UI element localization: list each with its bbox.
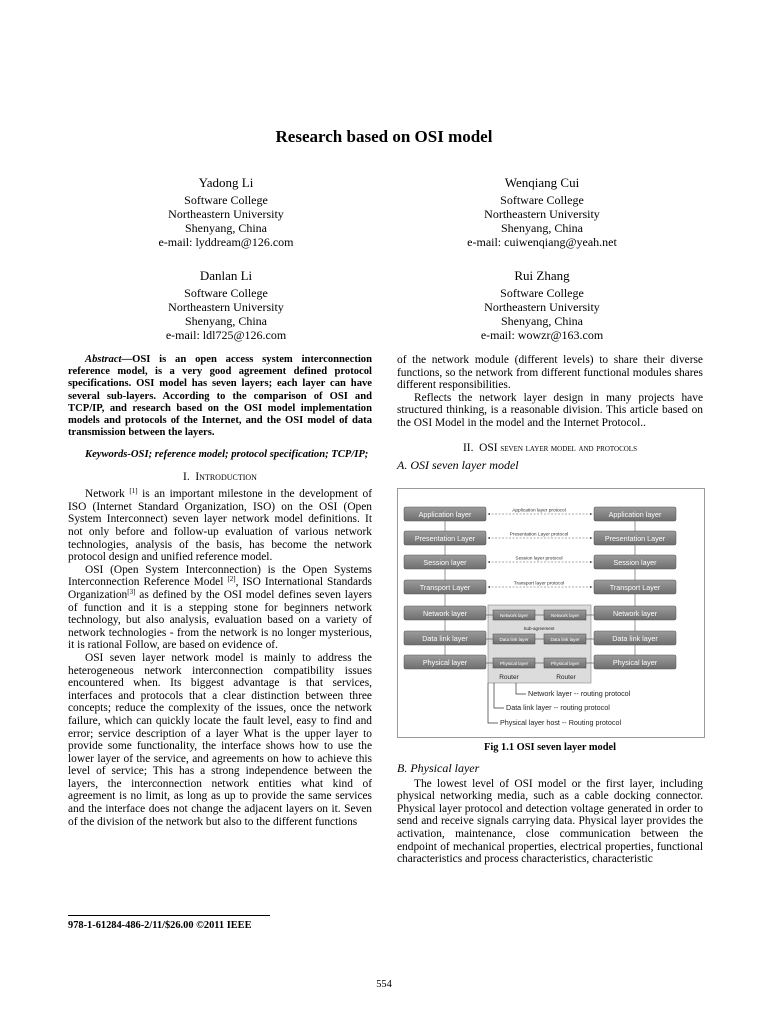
author-city: Shenyang, China xyxy=(185,221,267,235)
left-layer-label-4: Network layer xyxy=(423,608,467,618)
router-b-label-0: Network layer xyxy=(550,612,580,618)
text-run: as defined by the OSI model defines seven layers of function and it is a stepping stone for beginners network technology, but also analysis, evaluation based on a variety of network technologies - from the network is no longer mysterious, it is rational Follow, are based on evidence of. xyxy=(68,588,372,652)
author-name: Rui Zhang xyxy=(514,268,570,283)
legend-connector-3 xyxy=(488,683,498,723)
section-title: OSI xyxy=(479,441,498,454)
author-email: e-mail: wowzr@163.com xyxy=(480,328,604,342)
left-layer-label-3: Transport Layer xyxy=(419,582,471,592)
author-univ: Northeastern University xyxy=(168,207,284,221)
subsection-b-heading: B. Physical layer xyxy=(397,761,480,775)
legend-datalink: Data link layer -- routing protocol xyxy=(506,703,610,712)
legend-connector-1 xyxy=(516,683,526,694)
sub-agreement-label: Sub-agreement xyxy=(523,626,555,631)
physical-layer-paragraph: The lowest level of OSI model or the first layer, including physical networking media, such as a cable docking connector. Physical layer protocol and detection voltage generated in order to send and receive signals carrying data. Physical layer provides the activation, maintenance, close communication between the endpoint of mechanical properties, electrical properties, functional characteristics and process characteristics, characteristic xyxy=(397,777,703,866)
intro-paragraph-3: OSI seven layer network model is mainly to address the heterogeneous network interconnection compatibility issues encountered when. Its biggest advantage is that services, interfaces and protocols that a clear distinction between three concepts; reduce the complexity of the issues, once the network failure, which can quickly locate the fault level, easy to find and error; service description of a layer What is the upper layer to provide some functionality, the interface shows how to use the lower layer of the service, and agreements on how to achieve this level of service; This has a strong independence between the layers, the interconnection network entities what kind of agreement is no limit, as long as up to provide the same services and the interface does not change the adjacent layers on it. Seven of the division of the network but also to the different functions xyxy=(68,651,372,828)
author-city: Shenyang, China xyxy=(501,221,583,235)
author-block-3 xyxy=(106,269,346,342)
footer-rule xyxy=(68,915,270,916)
right-layer-label-0: Application layer xyxy=(608,509,662,519)
author-dept: Software College xyxy=(184,286,268,300)
right-paragraph-1: of the network module (different levels) to share their diverse functions, so the network from different functional modules shares different responsibilities. xyxy=(397,354,703,392)
legend-connector-2 xyxy=(494,683,504,708)
figure-caption: Fig 1.1 OSI seven layer model xyxy=(484,742,616,753)
citation-ref: [3] xyxy=(127,587,136,596)
right-layer-label-4: Network layer xyxy=(613,608,657,618)
author-block-1 xyxy=(106,176,346,249)
left-layer-label-1: Presentation Layer xyxy=(414,533,476,543)
router-label-1: Router xyxy=(499,674,519,681)
section-title: Introduction xyxy=(195,470,257,483)
author-dept: Software College xyxy=(500,193,584,207)
author-email: e-mail: cuiwenqiang@yeah.net xyxy=(467,235,617,249)
osi-figure xyxy=(397,488,705,738)
section-heading-osi xyxy=(397,442,703,456)
author-univ: Northeastern University xyxy=(484,207,600,221)
right-column-top xyxy=(397,354,703,472)
router-label-2: Router xyxy=(556,674,576,681)
author-city: Shenyang, China xyxy=(501,314,583,328)
author-dept: Software College xyxy=(500,286,584,300)
text-run: OSI (Open System Interconnection) is the Open Systems Interconnection Reference Model xyxy=(68,563,372,589)
author-city: Shenyang, China xyxy=(185,314,267,328)
intro-paragraph-1 xyxy=(68,488,372,564)
router-a-label-0: Network layer xyxy=(499,612,529,618)
author-univ: Northeastern University xyxy=(168,300,284,314)
osi-diagram xyxy=(398,489,704,737)
legend-network: Network layer -- routing protocol xyxy=(528,689,631,698)
protocol-label-3: Transport layer protocol xyxy=(513,581,565,587)
author-name: Wenqiang Cui xyxy=(504,175,580,190)
text-run: Network xyxy=(85,488,125,501)
router-b-label-1: Data link layer xyxy=(550,636,580,642)
right-layer-label-6: Physical layer xyxy=(612,657,658,667)
legend-physical: Physical layer host -- Routing protocol xyxy=(500,718,622,727)
section-number: I. xyxy=(183,470,190,483)
author-email: e-mail: lyddream@126.com xyxy=(158,235,294,249)
left-layer-label-5: Data link layer xyxy=(422,633,468,643)
text-run: , ISO International Standards Organization xyxy=(68,576,372,601)
left-column xyxy=(68,354,372,828)
intro-paragraph-2 xyxy=(68,564,372,652)
protocol-label-0: Application layer protocol xyxy=(512,508,566,514)
right-layer-label-2: Session layer xyxy=(613,557,657,567)
author-name: Yadong Li xyxy=(198,175,254,190)
section-number: II. xyxy=(463,441,474,454)
section-heading-introduction xyxy=(68,471,372,484)
left-layer-label-2: Session layer xyxy=(423,557,467,567)
author-name: Danlan Li xyxy=(199,268,253,283)
right-layer-label-1: Presentation Layer xyxy=(604,533,666,543)
abstract-text: —OSI is an open access system interconnection reference model, is a very good agreement defined protocol specifications. OSI model has seven layers; each layer can have several sub-layers. According to the comparison of OSI and TCP/IP, and research based on the OSI model implementation models and protocols of the Internet, and the OSI model of data transmission between the layers. xyxy=(68,354,372,439)
copyright-footer: 978-1-61284-486-2/11/$26.00 ©2011 IEEE xyxy=(68,920,252,931)
author-univ: Northeastern University xyxy=(484,300,600,314)
protocol-label-2: Session layer protocol xyxy=(515,556,563,562)
author-block-2 xyxy=(422,176,662,249)
abstract xyxy=(68,354,372,439)
text-run: is an important milestone in the development of ISO (Internet Standard Organization, ISO) on the OSI (Open System Interconnect) seven layer network model definitions. It not only before and follow-up evaluation of various network technologies, analysis of the basis, has become the network protocol design and unified reference model. xyxy=(68,488,372,564)
page-number: 554 xyxy=(376,979,392,990)
abstract-label: Abstract xyxy=(85,354,122,365)
router-a-label-1: Data link layer xyxy=(499,636,529,642)
keywords: Keywords-OSI; reference model; protocol specification; TCP/IP; xyxy=(85,449,369,461)
left-layer-label-0: Application layer xyxy=(418,509,472,519)
left-layer-label-6: Physical layer xyxy=(422,657,468,667)
right-column-bottom xyxy=(397,762,703,866)
right-layer-label-5: Data link layer xyxy=(612,633,658,643)
citation-ref: [2] xyxy=(227,575,236,584)
author-block-4 xyxy=(422,269,662,342)
paper-title: Research based on OSI model xyxy=(275,127,493,146)
right-paragraph-2: Reflects the network layer design in many projects have structured thinking, is a reasonable division. This article based on the OSI Model in the model and the Internet Protocol.. xyxy=(397,391,703,429)
right-layer-label-3: Transport Layer xyxy=(609,582,661,592)
author-dept: Software College xyxy=(184,193,268,207)
router-b-label-2: Physical layer xyxy=(550,660,580,666)
section-title-rest: seven layer model and protocols xyxy=(500,442,637,454)
router-a-label-2: Physical layer xyxy=(499,660,529,666)
protocol-label-1: Presentation Layer protocol xyxy=(509,532,569,538)
author-email: e-mail: ldl725@126.com xyxy=(165,328,287,342)
citation-ref: [1] xyxy=(129,487,138,496)
subsection-a-heading: A. OSI seven layer model xyxy=(397,458,519,473)
